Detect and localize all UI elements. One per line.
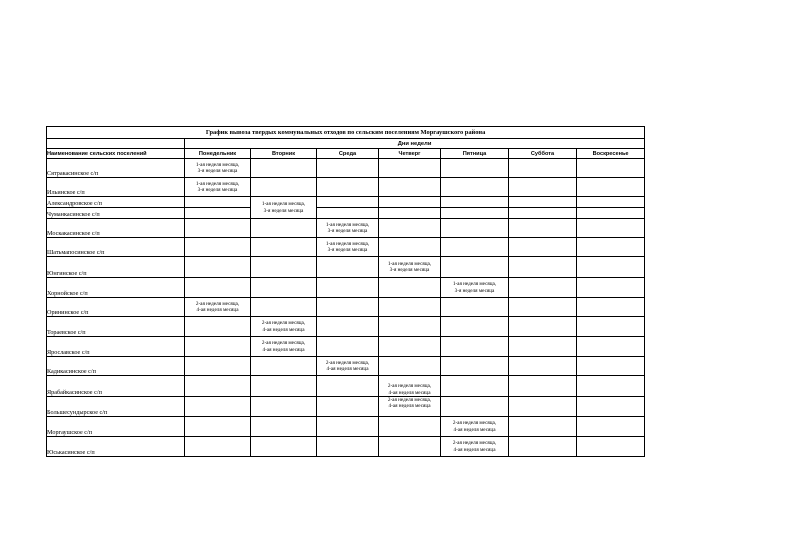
- settlement-name: Ильинское с/п: [47, 178, 185, 197]
- column-header-thursday: Четверг: [379, 149, 441, 159]
- table-row: [47, 208, 645, 219]
- table-row: [47, 417, 645, 437]
- table-row: [47, 376, 645, 397]
- schedule-cell: 2-ая неделя месяца, 4-ая неделя месяца: [317, 357, 379, 376]
- settlement-name: Моргаушское с/п: [47, 417, 185, 437]
- table-row: [47, 357, 645, 376]
- table-row: [47, 219, 645, 238]
- schedule-cell: 1-ая неделя месяца, 3-я неделя месяца: [185, 178, 251, 197]
- table-title: График вывоза твердых коммунальных отходов по сельским поселениям Моргаушского района: [47, 127, 645, 139]
- schedule-cell: 1-ая неделя месяца, 3-я неделя месяца: [441, 278, 509, 298]
- schedule-cell: 2-ая неделя месяца, 4-ая неделя месяца: [441, 437, 509, 457]
- settlement-name: Шатьмапосинское с/п: [47, 238, 185, 257]
- schedule-cell: 2-ая неделя месяца, 4-ая неделя месяца: [251, 317, 317, 337]
- schedule-cell: 1-ая неделя месяца, 3-я неделя месяца: [185, 159, 251, 178]
- schedule-cell: 1-ая неделя месяца, 3-я неделя месяца: [317, 238, 379, 257]
- schedule-cell: 2-ая неделя месяца, 4-ая неделя месяца: [185, 298, 251, 317]
- settlement-name: Тораевское с/п: [47, 317, 185, 337]
- table-row: [47, 257, 645, 278]
- schedule-cell: 2-ая неделя месяца, 4-ая неделя месяца: [379, 397, 441, 417]
- settlement-name: Большесундырское с/п: [47, 397, 185, 417]
- schedule-cell: 1-ая неделя месяца, 3-я неделя месяца: [251, 197, 317, 219]
- settlement-name: Сятракасинское с/п: [47, 159, 185, 178]
- table-row: [47, 317, 645, 337]
- settlement-name: Александровское с/п: [47, 197, 185, 208]
- column-header-friday: Пятница: [441, 149, 509, 159]
- table-row: [47, 437, 645, 457]
- table-row: [47, 197, 645, 208]
- schedule-cell: 1-ая неделя месяца, 3-я неделя месяца: [317, 219, 379, 238]
- header-spacer: [47, 139, 185, 149]
- settlement-name: Хорнойское с/п: [47, 278, 185, 298]
- settlement-name: Чуманкасинское с/п: [47, 208, 185, 219]
- table-row: [47, 238, 645, 257]
- table-row: [47, 337, 645, 357]
- schedule-cell: 2-ая неделя месяца, 4-ая неделя месяца: [251, 337, 317, 357]
- settlement-name: Орининское с/п: [47, 298, 185, 317]
- schedule-cell: 2-ая неделя месяца, 4-ая неделя месяца: [441, 417, 509, 437]
- column-header-tuesday: Вторник: [251, 149, 317, 159]
- settlement-name: Юськасинское с/п: [47, 437, 185, 457]
- settlement-name: Ярославское с/п: [47, 337, 185, 357]
- schedule-cell: 1-ая неделя месяца, 3-я неделя месяца: [379, 257, 441, 278]
- table-row: [47, 298, 645, 317]
- column-header-sunday: Воскресенье: [577, 149, 645, 159]
- days-of-week-header: Дни недели: [185, 139, 645, 149]
- column-header-settlement: Наименование сельских поселений: [47, 149, 185, 159]
- settlement-name: Кадикасинское с/п: [47, 357, 185, 376]
- settlement-name: Юнгинское с/п: [47, 257, 185, 278]
- column-header-wednesday: Среда: [317, 149, 379, 159]
- schedule-table: [46, 126, 645, 457]
- settlement-name: Ярабайкасинское с/п: [47, 376, 185, 397]
- table-row: [47, 178, 645, 197]
- table-row: [47, 397, 645, 417]
- schedule-cell: 2-ая неделя месяца, 4-ая неделя месяца: [379, 376, 441, 397]
- column-header-saturday: Суббота: [509, 149, 577, 159]
- settlement-name: Москакасинское с/п: [47, 219, 185, 238]
- table-row: [47, 278, 645, 298]
- column-header-monday: Понедельник: [185, 149, 251, 159]
- table-row: [47, 159, 645, 178]
